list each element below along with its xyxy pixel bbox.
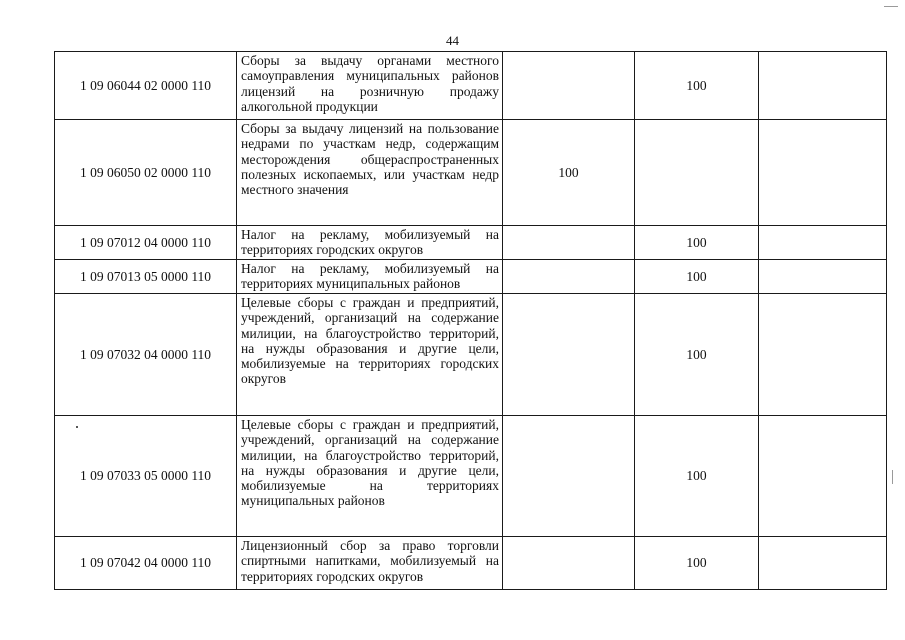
- value-cell-col1: [503, 416, 635, 537]
- revenue-code-cell: 1 09 07042 04 0000 110: [55, 537, 237, 590]
- value-cell-col2: 100: [635, 416, 759, 537]
- table-row: [55, 294, 887, 416]
- value-cell-col2: 100: [635, 537, 759, 590]
- table-row: [55, 416, 887, 537]
- value-cell-col1: 100: [503, 120, 635, 226]
- value-cell-col2: 100: [635, 260, 759, 294]
- value-cell-col2: 100: [635, 294, 759, 416]
- value-cell-col1: [503, 260, 635, 294]
- table-row: [55, 537, 887, 590]
- table-row: [55, 260, 887, 294]
- revenue-code-table: [54, 51, 887, 590]
- value-cell-col3: [759, 537, 887, 590]
- scan-edge-mark: [884, 6, 898, 7]
- revenue-name-cell: Лицензионный сбор за право торговли спиртными напитками, мобилизуемый на территориях городских округов: [237, 537, 503, 590]
- page-number: 44: [446, 33, 459, 48]
- revenue-code-cell: 1 09 07033 05 0000 110: [55, 416, 237, 537]
- table-row: [55, 52, 887, 120]
- value-cell-col1: [503, 537, 635, 590]
- scan-speck: [76, 426, 78, 428]
- value-cell-col3: [759, 226, 887, 260]
- value-cell-col3: [759, 416, 887, 537]
- revenue-code-cell: 1 09 06044 02 0000 110: [55, 52, 237, 120]
- revenue-name-cell: Налог на рекламу, мобилизуемый на территориях городских округов: [237, 226, 503, 260]
- revenue-name-cell: Сборы за выдачу лицензий на пользование недрами по участкам недр, содержащим месторождения общераспространенных полезных ископаемых, или участкам недр местного значения: [237, 120, 503, 226]
- value-cell-col1: [503, 52, 635, 120]
- revenue-name-cell: Целевые сборы с граждан и предприятий, учреждений, организаций на содержание милиции, на благоустройство территорий, на нужды образования и другие цели, мобилизуемые на территориях муниципальных районов: [237, 416, 503, 537]
- revenue-name-cell: Сборы за выдачу органами местного самоуправления муниципальных районов лицензий на розничную продажу алкогольной продукции: [237, 52, 503, 120]
- revenue-name-cell: Целевые сборы с граждан и предприятий, учреждений, организаций на содержание милиции, на благоустройство территорий, на нужды образования и другие цели, мобилизуемые на территориях городских округов: [237, 294, 503, 416]
- value-cell-col1: [503, 294, 635, 416]
- scan-edge-mark: [892, 470, 893, 484]
- value-cell-col2: [635, 120, 759, 226]
- table-row: [55, 120, 887, 226]
- revenue-code-cell: 1 09 06050 02 0000 110: [55, 120, 237, 226]
- value-cell-col3: [759, 260, 887, 294]
- value-cell-col3: [759, 52, 887, 120]
- revenue-code-cell: 1 09 07012 04 0000 110: [55, 226, 237, 260]
- revenue-code-cell: 1 09 07013 05 0000 110: [55, 260, 237, 294]
- value-cell-col3: [759, 120, 887, 226]
- revenue-name-cell: Налог на рекламу, мобилизуемый на территориях муниципальных районов: [237, 260, 503, 294]
- value-cell-col2: 100: [635, 226, 759, 260]
- table-row: [55, 226, 887, 260]
- value-cell-col3: [759, 294, 887, 416]
- revenue-code-cell: 1 09 07032 04 0000 110: [55, 294, 237, 416]
- value-cell-col2: 100: [635, 52, 759, 120]
- value-cell-col1: [503, 226, 635, 260]
